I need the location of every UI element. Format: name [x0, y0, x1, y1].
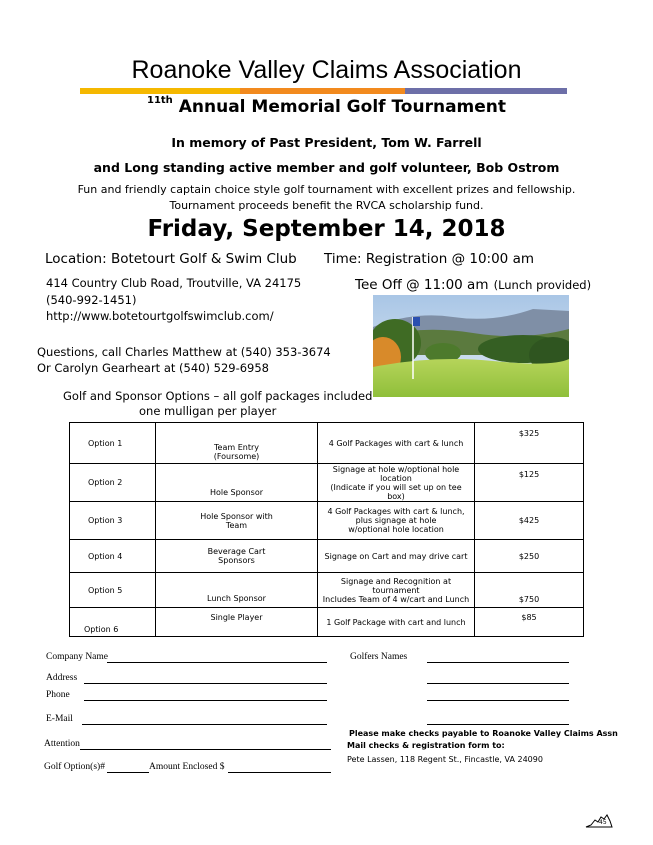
- attention-label: Attention: [44, 739, 80, 749]
- golfer-name-field-2[interactable]: [427, 683, 569, 684]
- option-price: $85: [475, 608, 584, 637]
- option-name: Beverage Cart Sponsors: [156, 540, 318, 573]
- event-date: Friday, September 14, 2018: [147, 216, 506, 242]
- organization-name: Roanoke Valley Claims Association: [131, 56, 522, 84]
- club-address: 414 Country Club Road, Troutville, VA 24175: [46, 276, 302, 290]
- attention-field[interactable]: [80, 749, 331, 750]
- options-heading-2: one mulligan per player: [139, 404, 277, 418]
- option-price: $325: [475, 423, 584, 464]
- golf-options-field[interactable]: [107, 772, 149, 773]
- golfer-name-field-4[interactable]: [427, 724, 569, 725]
- option-name: Hole Sponsor: [156, 464, 318, 502]
- option-description: 1 Golf Package with cart and lunch: [318, 608, 475, 637]
- option-description: Signage on Cart and may drive cart: [318, 540, 475, 573]
- virginia-logo: [585, 813, 613, 833]
- golfers-names-label: Golfers Names: [350, 652, 408, 662]
- table-row: [70, 423, 584, 464]
- option-price: $125: [475, 464, 584, 502]
- phone-field[interactable]: [84, 700, 327, 701]
- amount-enclosed-label: Amount Enclosed $: [149, 762, 225, 772]
- payment-line-1: Please make checks payable to Roanoke Valley Claims Assn: [349, 729, 618, 738]
- tournament-title: [0, 97, 653, 117]
- option-name: Hole Sponsor with Team: [156, 502, 318, 540]
- option-name: Single Player: [156, 608, 318, 637]
- color-bar-purple: [405, 88, 567, 94]
- option-name: Team Entry (Foursome): [156, 423, 318, 464]
- color-bar-orange: [240, 88, 405, 94]
- golf-options-label: Golf Option(s)#: [44, 762, 105, 772]
- option-number: Option 2: [70, 464, 156, 502]
- golfer-name-field-3[interactable]: [427, 700, 569, 701]
- payment-line-3: Pete Lassen, 118 Regent St., Fincastle, VA 24090: [347, 755, 543, 764]
- option-price: $250: [475, 540, 584, 573]
- company-name-label: Company Name: [46, 652, 109, 662]
- company-name-field[interactable]: [107, 662, 327, 663]
- options-table: [69, 422, 584, 637]
- option-price: $750: [475, 573, 584, 608]
- option-number: Option 5: [70, 573, 156, 608]
- memory-line-2: and Long standing active member and golf volunteer, Bob Ostrom: [93, 160, 560, 175]
- club-phone: (540-992-1451): [46, 293, 137, 307]
- address-field[interactable]: [84, 683, 327, 684]
- logo-number: 45: [599, 819, 607, 826]
- address-label: Address: [46, 673, 78, 683]
- option-price: $425: [475, 502, 584, 540]
- table-row: [70, 608, 584, 637]
- title-text: Annual Memorial Golf Tournament: [178, 97, 507, 117]
- memory-line-1: In memory of Past President, Tom W. Farrell: [171, 135, 482, 150]
- contact-line-1: Questions, call Charles Matthew at (540) 353-3674: [37, 345, 331, 359]
- table-row: [70, 502, 584, 540]
- option-number: Option 3: [70, 502, 156, 540]
- tee-off-time: Tee Off @ 11:00 am: [355, 277, 489, 293]
- club-website[interactable]: http://www.botetourtgolfswimclub.com/: [46, 309, 274, 323]
- description-line-1: Fun and friendly captain choice style golf tournament with excellent prizes and fellowship.: [77, 183, 576, 196]
- golfer-name-field-1[interactable]: [427, 662, 569, 663]
- email-field[interactable]: [82, 724, 327, 725]
- option-description: Signage and Recognition at tournament Includes Team of 4 w/cart and Lunch: [318, 573, 475, 608]
- option-description: 4 Golf Packages with cart & lunch: [318, 423, 475, 464]
- option-name: Lunch Sponsor: [156, 573, 318, 608]
- table-row: [70, 573, 584, 608]
- table-row: [70, 540, 584, 573]
- option-number: Option 1: [70, 423, 156, 464]
- amount-enclosed-field[interactable]: [228, 772, 331, 773]
- table-row: [70, 464, 584, 502]
- payment-line-2: Mail checks & registration form to:: [347, 741, 505, 750]
- phone-label: Phone: [46, 690, 70, 700]
- option-number: Option 4: [70, 540, 156, 573]
- edition-number: 11th: [146, 95, 173, 107]
- description-line-2: Tournament proceeds benefit the RVCA scholarship fund.: [169, 199, 484, 212]
- color-bar-yellow: [80, 88, 240, 94]
- event-time: Time: Registration @ 10:00 am: [324, 251, 534, 267]
- email-label: E-Mail: [46, 714, 73, 724]
- option-number: Option 6: [70, 608, 156, 637]
- lunch-note: (Lunch provided): [493, 278, 592, 292]
- options-heading-1: Golf and Sponsor Options – all golf packages included: [63, 389, 373, 403]
- golf-course-photo: [373, 295, 569, 397]
- event-location: Location: Botetourt Golf & Swim Club: [45, 251, 297, 267]
- option-description: Signage at hole w/optional hole location (Indicate if you will set up on tee box): [318, 464, 475, 502]
- contact-line-2: Or Carolyn Gearheart at (540) 529-6958: [37, 361, 269, 375]
- option-description: 4 Golf Packages with cart & lunch, plus signage at hole w/optional hole location: [318, 502, 475, 540]
- tee-off-line: [355, 274, 591, 293]
